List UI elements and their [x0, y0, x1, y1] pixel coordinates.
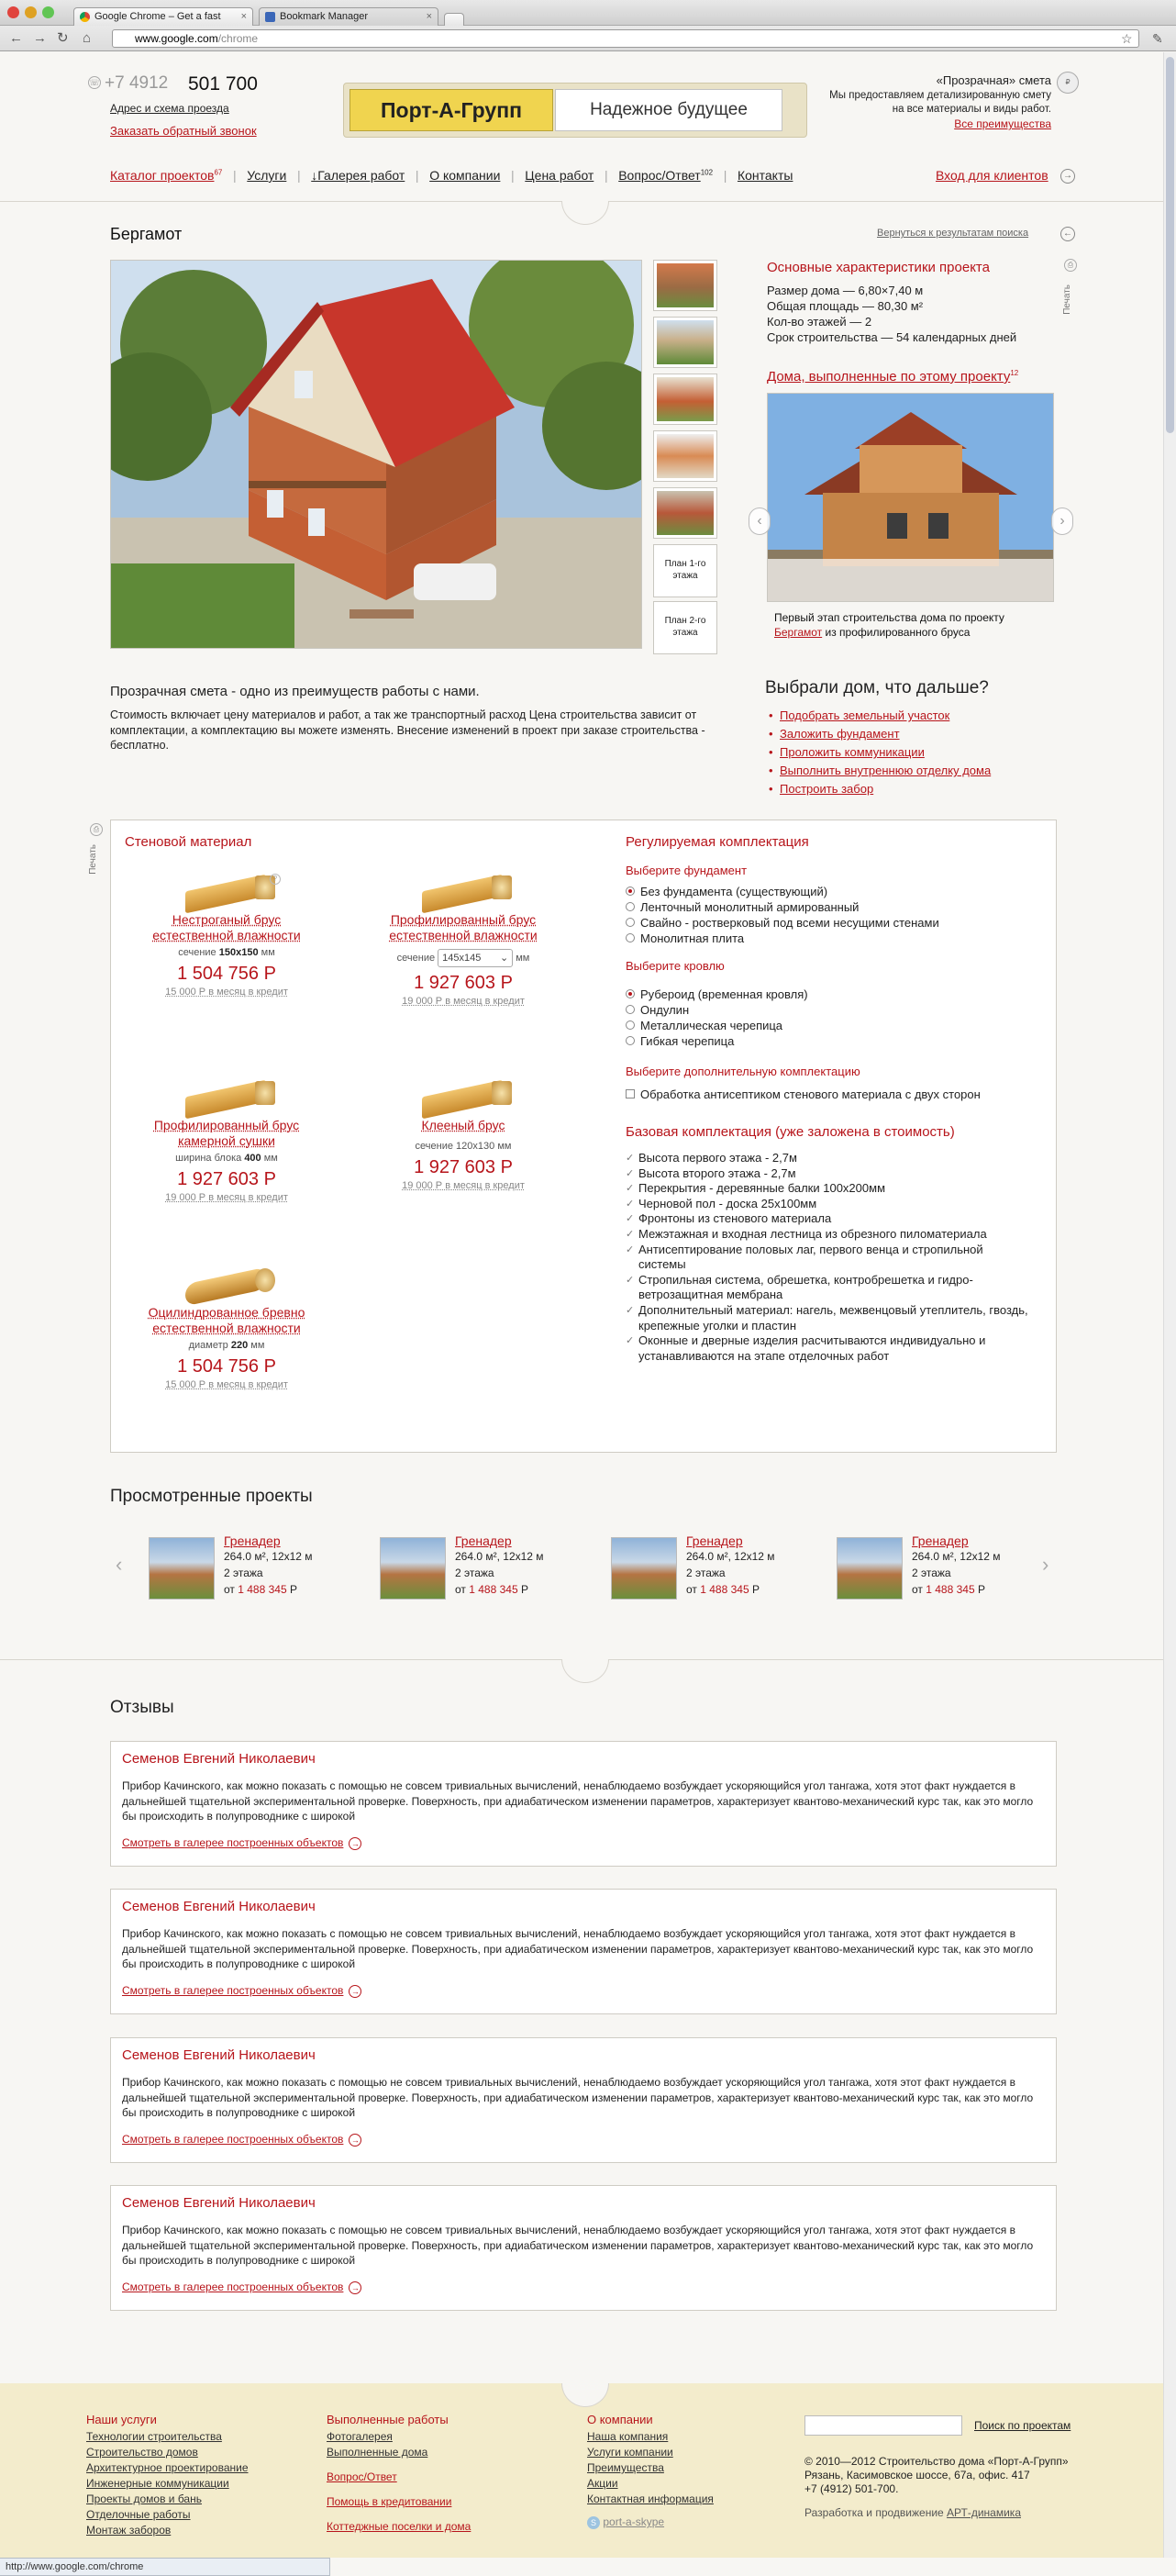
footer-link[interactable]: Акции — [587, 2477, 618, 2490]
tab-title: Bookmark Manager — [280, 11, 368, 22]
base-item: ✓ Перекрытия - деревянные балки 100х200мм — [626, 1181, 1029, 1197]
url-host: www.google.com — [135, 32, 218, 45]
base-item: ✓ Дополнительный материал: нагель, межвенцовый утеплитель, гвоздь, крепежные уголки и пластин — [626, 1303, 1029, 1333]
developer-link[interactable]: АРТ-динамика — [947, 2506, 1021, 2519]
browser-tab-chrome[interactable] — [73, 7, 253, 26]
back-arrow-icon[interactable]: ← — [9, 30, 23, 46]
footer-link[interactable]: Архитектурное проектирование — [86, 2461, 249, 2474]
project-thumb[interactable] — [380, 1537, 446, 1600]
url-path: /chrome — [217, 32, 259, 45]
logo-brand: Порт-А-Групп — [349, 89, 553, 131]
footer-link[interactable]: Услуги компании — [587, 2446, 673, 2459]
material-price: 1 504 756 Р — [177, 1356, 276, 1377]
footer-link[interactable]: Вопрос/Ответ — [327, 2470, 397, 2483]
review-card — [110, 2185, 1057, 2311]
footer-link[interactable]: Выполненные дома — [327, 2446, 428, 2459]
nav-item-catalog[interactable]: Каталог проектов$^{67}$ — [110, 168, 223, 183]
phone-number: 501 700 — [188, 73, 258, 95]
review-gallery-link[interactable]: Смотреть в галерее построенных объектов — [122, 1836, 344, 1849]
footer-link[interactable]: Коттеджные поселки и дома — [327, 2520, 472, 2533]
browser-toolbar — [0, 26, 1176, 51]
carousel-next-icon[interactable]: › — [1051, 507, 1073, 535]
footer-services — [86, 2412, 249, 2538]
built-house-photo[interactable] — [767, 393, 1054, 602]
material-name: Профилированный брус камерной сушки — [153, 1118, 300, 1148]
review-card — [110, 1741, 1057, 1867]
material-name: Профилированный брус естественной влажности — [389, 912, 538, 942]
project-main-image[interactable] — [110, 260, 642, 649]
viewed-project-card[interactable]: Гренадер 264.0 м², 12x12 м 2 этажа от 1 488 345 Р — [611, 1533, 822, 1607]
review-author: Семенов Евгений Николаевич — [122, 2047, 316, 2063]
viewed-next-icon[interactable]: › — [1042, 1553, 1049, 1576]
foundation-option[interactable]: Монолитная плита — [626, 931, 939, 946]
tab-close-icon[interactable]: × — [240, 11, 247, 22]
material-credit: 15 000 Р в месяц в кредит — [165, 987, 288, 998]
wall-material-title: Стеновой материал — [125, 834, 252, 850]
roof-options — [626, 987, 808, 1049]
footer-company — [587, 2412, 714, 2530]
arrow-right-icon: → — [349, 1837, 361, 1850]
foundation-option[interactable]: Без фундамента (существующий) — [626, 884, 939, 899]
material-name: Клееный брус — [421, 1118, 505, 1132]
gallery-thumb[interactable] — [653, 317, 717, 368]
help-icon[interactable]: ? — [270, 874, 281, 885]
review-card — [110, 1889, 1057, 2014]
review-text: Прибор Качинского, как можно показать с помощью не совсем тривиальных вычислений, ненаблюдаемо возбуждает ускоряющийся угол тангажа, хотя этот факт нуждается в дальнейшей тщательной экспериментальной проверке. Поверхность, при адиабатическом изменении параметров, характеризует квантово-механический курс так, как это могло бы происходить в полупроводнике с широкой — [122, 1779, 1034, 1823]
footer-contacts: © 2010—2012 Строительство дома «Порт-А-Групп» Рязань, Касимовское шоссе, 67а, офис. 417 +7 (4912) 501-700. Разработка и продвижение АРТ-динамика — [804, 2455, 1069, 2519]
gallery-thumb[interactable] — [653, 430, 717, 482]
base-item: ✓ Черновой пол - доска 25х100мм — [626, 1197, 1029, 1212]
smeta-title: «Прозрачная» смета — [936, 73, 1051, 87]
bookmark-star-icon[interactable]: ☆ — [1121, 31, 1133, 46]
footer-link[interactable]: Наша компания — [587, 2430, 669, 2443]
next-steps-list — [767, 707, 991, 798]
next-step-link[interactable]: Выполнить внутреннюю отделку дома — [780, 764, 992, 777]
smeta-block — [798, 73, 1051, 130]
footer-link[interactable]: Преимущества — [587, 2461, 664, 2474]
forward-arrow-icon[interactable]: → — [33, 30, 47, 46]
info-text: Стоимость включает цену материалов и работ, а так же транспортный расход Цена строительства зависит от комплектации, а комплектацию вы можете изменять. Внесение изменений в проект при заказе строительства - бесплатно. — [110, 708, 705, 752]
close-window-icon[interactable] — [7, 6, 19, 18]
material-credit: 19 000 Р в месяц в кредит — [402, 1180, 525, 1191]
site-logo[interactable] — [343, 83, 807, 138]
print-link[interactable]: Печать — [1062, 284, 1072, 315]
roof-option[interactable]: Металлическая черепица — [626, 1018, 808, 1033]
material-option[interactable]: Оцилиндрованное бревно естественной влажности диаметр 220 мм 1 504 756 Р 15 000 Р в месяц в кредит — [130, 1263, 323, 1390]
home-icon[interactable]: ⌂ — [83, 30, 92, 46]
material-price: 1 927 603 Р — [414, 973, 513, 993]
material-option[interactable]: Клееный брус сечение 120x130 мм 1 927 603 Р 19 000 Р в месяц в кредит — [367, 1076, 560, 1191]
footer-link[interactable]: Отделочные работы — [86, 2508, 191, 2521]
gallery-thumb[interactable] — [653, 374, 717, 425]
gallery-thumb[interactable] — [653, 260, 717, 311]
roof-option[interactable]: Рубероид (временная кровля) — [626, 987, 808, 1002]
material-name: Оцилиндрованное бревно естественной влажности — [148, 1305, 305, 1335]
footer-link[interactable]: Монтаж заборов — [86, 2524, 172, 2537]
review-gallery-link[interactable]: Смотреть в галерее построенных объектов — [122, 2280, 344, 2293]
material-option[interactable]: Нестроганый брус естественной влажности сечение 150x150 мм 1 504 756 Р 15 000 Р в месяц в кредит — [130, 870, 323, 998]
arrow-right-icon: → — [349, 2134, 361, 2147]
viewed-project-card[interactable]: Гренадер 264.0 м², 12x12 м 2 этажа от 1 488 345 Р — [380, 1533, 591, 1607]
footer-works — [327, 2412, 471, 2535]
project-name-link[interactable]: Гренадер — [224, 1533, 281, 1548]
built-houses-title[interactable]: Дома, выполненные по этому проекту$^{12}$ — [767, 369, 1019, 385]
login-arrow-icon[interactable]: → — [1060, 169, 1075, 184]
next-step-link[interactable]: Построить забор — [780, 782, 874, 796]
star-favicon-icon — [265, 12, 275, 22]
back-arrow-icon[interactable]: ← — [1060, 227, 1075, 241]
tab-title: Google Chrome – Get a fast — [94, 11, 221, 22]
smeta-text: Мы предоставляем детализированную смету — [829, 90, 1051, 101]
review-text: Прибор Качинского, как можно показать с помощью не совсем тривиальных вычислений, ненаблюдаемо возбуждает ускоряющийся угол тангажа, хотя этот факт нуждается в дальнейшей тщательной экспериментальной проверке. Поверхность, при адиабатическом изменении параметров, характеризует квантово-механический курс так, как это могло бы происходить в полупроводнике с широкой — [122, 1927, 1034, 1970]
footer-heading: Наши услуги — [86, 2413, 157, 2426]
arrow-right-icon: → — [349, 1985, 361, 1998]
chrome-favicon-icon — [80, 12, 90, 22]
reload-icon[interactable]: ↻ — [57, 30, 69, 46]
base-item: ✓ Высота первого этажа - 2,7м — [626, 1151, 1029, 1166]
base-item: ✓ Межэтажная и входная лестница из обрезного пиломатериала — [626, 1227, 1029, 1243]
arrow-right-icon: → — [349, 2281, 361, 2294]
chevron-down-icon: ⌄ — [499, 953, 509, 964]
caption-project-link[interactable]: Бергамот — [774, 626, 823, 639]
material-credit: 19 000 Р в месяц в кредит — [402, 996, 525, 1007]
gallery-thumb[interactable] — [653, 487, 717, 539]
next-steps-title: Выбрали дом, что дальше? — [765, 678, 989, 697]
review-text: Прибор Качинского, как можно показать с помощью не совсем тривиальных вычислений, ненаблюдаемо возбуждает ускоряющийся угол тангажа, хотя этот факт нуждается в дальнейшей тщательной экспериментальной проверке. Поверхность, при адиабатическом изменении параметров, характеризует квантово-механический курс так, как это могло бы происходить в полупроводнике с широкой — [122, 2224, 1034, 2267]
phone-prefix: +7 4912 — [105, 73, 169, 93]
review-card — [110, 2037, 1057, 2163]
viewed-project-card[interactable]: Гренадер 264.0 м², 12x12 м 2 этажа от 1 488 345 Р — [837, 1533, 1048, 1607]
address-link[interactable]: Адрес и схема проезда — [110, 102, 229, 115]
project-name-link[interactable]: Гренадер — [912, 1533, 969, 1548]
material-credit: 19 000 Р в месяц в кредит — [165, 1192, 288, 1203]
char-floors: Кол-во этажей — 2 — [767, 315, 872, 329]
footer-search-button[interactable]: Поиск по проектам — [974, 2419, 1071, 2432]
foundation-options — [626, 884, 939, 946]
base-item: ✓ Высота второго этажа - 2,7м — [626, 1166, 1029, 1182]
viewed-prev-icon[interactable]: ‹ — [116, 1553, 123, 1576]
footer-search-input[interactable] — [804, 2415, 962, 2436]
zoom-window-icon[interactable] — [42, 6, 54, 18]
characteristics-title: Основные характеристики проекта — [767, 260, 990, 275]
extra-option[interactable]: Обработка антисептиком стенового материала с двух сторон — [626, 1087, 981, 1102]
extra-title: Выберите дополнительную комплектацию — [626, 1065, 860, 1078]
char-duration: Срок строительства — 54 календарных дней — [767, 330, 1017, 344]
footer-heading: О компании — [587, 2413, 653, 2426]
smeta-text: на все материалы и виды работ. — [892, 104, 1051, 115]
material-price: 1 927 603 Р — [414, 1157, 513, 1177]
extra-options — [626, 1087, 981, 1102]
foundation-title: Выберите фундамент — [626, 864, 748, 877]
footer-link[interactable]: Проекты домов и бань — [86, 2492, 202, 2505]
phone-icon: ☏ — [89, 78, 100, 87]
next-step-link[interactable]: Подобрать земельный участок — [780, 708, 950, 722]
review-author: Семенов Евгений Николаевич — [122, 1751, 316, 1767]
material-price: 1 927 603 Р — [177, 1169, 276, 1189]
material-option[interactable]: Профилированный брус камерной сушки ширина блока 400 мм 1 927 603 Р 19 000 Р в месяц в кредит — [130, 1076, 323, 1203]
login-link[interactable]: Вход для клиентов — [936, 168, 1048, 183]
status-bar: http://www.google.com/chrome — [0, 2558, 330, 2576]
callback-link[interactable]: Заказать обратный звонок — [110, 124, 257, 138]
viewed-project-card[interactable]: Гренадер 264.0 м², 12x12 м 2 этажа от 1 488 345 Р — [149, 1533, 360, 1607]
footer-link[interactable]: Помощь в кредитовании — [327, 2495, 452, 2508]
nav-item-gallery[interactable]: ↓Галерея работ — [311, 168, 405, 183]
material-option[interactable]: Профилированный брус естественной влажности сечение 145x145 ⌄ мм 1 927 603 Р 19 000 Р в месяц в кредит — [367, 870, 560, 1007]
project-name-link[interactable]: Гренадер — [686, 1533, 743, 1548]
floor-plan-2-button[interactable]: План 2-го этажа — [653, 601, 717, 654]
floor-plan-1-button[interactable]: План 1-го этажа — [653, 544, 717, 597]
project-name-link[interactable]: Гренадер — [455, 1533, 512, 1548]
base-item: ✓ Фронтоны из стенового материала — [626, 1211, 1029, 1227]
characteristics-list — [767, 283, 1016, 345]
print-icon[interactable]: ⎙ — [90, 823, 103, 836]
footer-link[interactable]: Технологии строительства — [86, 2430, 222, 2443]
next-step-link[interactable]: Проложить коммуникации — [780, 745, 925, 759]
footer-link[interactable]: Инженерные коммуникации — [86, 2477, 229, 2490]
main-nav: Каталог проектов$^{67}$ | Услуги | ↓Галерея работ | О компании | Цена работ | Вопрос/Ответ$^{102}$ | Контакты — [110, 168, 793, 183]
tab-close-icon[interactable]: × — [426, 11, 432, 22]
material-price: 1 504 756 Р — [177, 964, 276, 984]
reviews-title: Отзывы — [110, 1698, 174, 1717]
base-item: ✓ Антисептирование половых лаг, первого венца и стропильной системы — [626, 1243, 1029, 1273]
review-gallery-link[interactable]: Смотреть в галерее построенных объектов — [122, 2133, 344, 2146]
print-icon[interactable]: ⎙ — [1064, 259, 1077, 272]
base-config-list — [626, 1151, 1029, 1364]
project-thumb[interactable] — [611, 1537, 677, 1600]
foundation-option[interactable]: Ленточный монолитный армированный — [626, 899, 939, 915]
smeta-badge-icon: ₽ — [1057, 72, 1079, 94]
footer-heading: Выполненные работы — [327, 2413, 449, 2426]
browser-tab-bookmarks[interactable] — [259, 7, 438, 26]
skype-icon: S — [587, 2516, 600, 2529]
roof-option[interactable]: Гибкая черепица — [626, 1033, 808, 1049]
regulated-title: Регулируемая комплектация — [626, 834, 809, 850]
wrench-icon[interactable]: ✎ — [1152, 31, 1163, 46]
nav-item-prices[interactable]: Цена работ — [525, 168, 594, 183]
project-title: Бергамот — [110, 225, 183, 243]
carousel-prev-icon[interactable]: ‹ — [749, 507, 771, 535]
browser-titlebar — [0, 0, 1176, 26]
foundation-option[interactable]: Свайно - ростверковый под всеми несущими стенами — [626, 915, 939, 931]
nav-item-faq[interactable]: Вопрос/Ответ$^{102}$ — [618, 168, 714, 183]
viewed-title: Просмотренные проекты — [110, 1487, 313, 1506]
project-thumb[interactable] — [837, 1537, 903, 1600]
review-gallery-link[interactable]: Смотреть в галерее построенных объектов — [122, 1984, 344, 1997]
scrollbar-thumb[interactable] — [1166, 57, 1174, 433]
base-config-title: Базовая комплектация (уже заложена в стоимость) — [626, 1124, 955, 1140]
char-area: Общая площадь — 80,30 м² — [767, 299, 924, 313]
back-to-search-link[interactable]: Вернуться к результатам поиска — [877, 228, 1029, 239]
roof-option[interactable]: Ондулин — [626, 1002, 808, 1018]
base-note: ✓ Оконные и дверные изделия расчитываются индивидуально и устанавливаются на этапе отделочных работ — [626, 1333, 1029, 1364]
footer-link[interactable]: Контактная информация — [587, 2492, 714, 2505]
review-text: Прибор Качинского, как можно показать с помощью не совсем тривиальных вычислений, ненаблюдаемо возбуждает ускоряющийся угол тангажа, хотя этот факт нуждается в дальнейшей тщательной экспериментальной проверке. Поверхность, при адиабатическом изменении параметров, характеризует квантово-механический курс так, как это могло бы происходить в полупроводнике с широкой — [122, 2076, 1034, 2119]
new-tab-button[interactable] — [444, 13, 464, 26]
section-select[interactable]: 145x145 ⌄ — [438, 949, 513, 967]
nav-item-services[interactable]: Услуги — [247, 168, 287, 183]
info-heading: Прозрачная смета - одно из преимуществ работы с нами. — [110, 684, 480, 699]
roof-title: Выберите кровлю — [626, 959, 725, 973]
char-size: Размер дома — 6,80×7,40 м — [767, 284, 924, 297]
next-step-link[interactable]: Заложить фундамент — [780, 727, 900, 741]
minimize-window-icon[interactable] — [25, 6, 37, 18]
review-author: Семенов Евгений Николаевич — [122, 2195, 316, 2211]
material-name: Нестроганый брус естественной влажности — [152, 912, 301, 942]
logo-slogan: Надежное будущее — [555, 89, 782, 131]
smeta-link[interactable]: Все преимущества — [954, 117, 1051, 130]
skype-link[interactable]: S port-a-skype — [587, 2515, 714, 2530]
nav-item-contacts[interactable]: Контакты — [737, 168, 793, 183]
print-link[interactable]: Печать — [88, 844, 98, 875]
project-thumb[interactable] — [149, 1537, 215, 1600]
base-item: ✓ Стропильная система, обрешетка, контробрешетка и гидро-ветрозащитная мембрана — [626, 1273, 1029, 1303]
address-bar[interactable] — [112, 29, 1139, 48]
nav-item-about[interactable]: О компании — [429, 168, 501, 183]
footer-link[interactable]: Фотогалерея — [327, 2430, 393, 2443]
review-author: Семенов Евгений Николаевич — [122, 1899, 316, 1914]
built-house-caption: Первый этап строительства дома по проекту Бергамот из профилированного бруса — [774, 611, 1004, 639]
material-credit: 15 000 Р в месяц в кредит — [165, 1379, 288, 1390]
footer-link[interactable]: Строительство домов — [86, 2446, 198, 2459]
